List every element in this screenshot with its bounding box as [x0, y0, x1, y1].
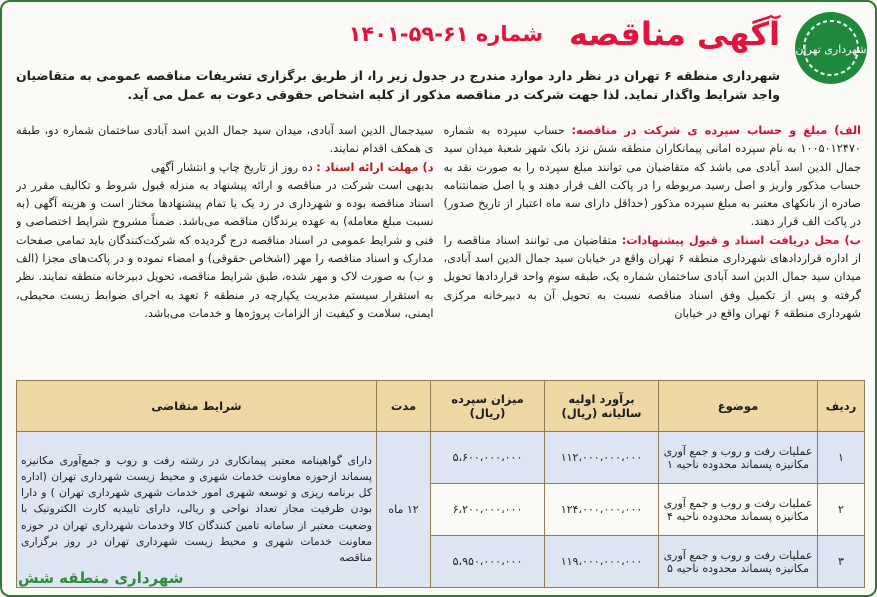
- row-deposit: ۵،۹۵۰،۰۰۰،۰۰۰: [431, 536, 545, 588]
- col-header-subject: موضوع: [659, 381, 818, 432]
- row-estimate: ۱۲۴،۰۰۰،۰۰۰،۰۰۰: [545, 484, 659, 536]
- section-c-lead: سیدجمال الدین اسد آبادی، میدان سید جمال الدین اسد آبادی ساختمان شماره دو، طبقه ی همکف اقدام نمایند.: [16, 124, 434, 156]
- logo-text: شهرداری تهران: [795, 43, 867, 56]
- notice-title: آگهی مناقصه: [569, 15, 780, 53]
- row-subject: عملیات رفت و روب و جمع آوری مکانیزه پسماند محدوده ناحیه ۵: [659, 536, 818, 588]
- tender-table: [16, 380, 865, 588]
- conditions-cell: دارای گواهینامه معتبر پیمانکاری در رشته رفت و روب و جمع‌آوری مکانیزه پسماند ازحوزه معاونت خدمات شهری و محیط زیست شهرداری تهران (اداره کل برنامه ریزی و توسعه شهری امور خدمات شهری شهرداری تهران ) و دارا بودن ظرفیت مجاز تعداد نواحی و ریالی، دارای تاییدیه کارت الکترونیک با وضعیت معتبر از سامانه تامین کنندگان کالا وخدمات شهرداری تهران در حوزه معاونت خدمات شهری و محیط زیست شهرداری تهران در روز برگزاری مناقصه: [17, 432, 377, 588]
- municipality-logo: [795, 12, 867, 84]
- logo-emblem-icon: [795, 12, 867, 84]
- col-header-deposit: میزان سپرده (ریال): [431, 381, 545, 432]
- notice-number: شماره ۶۱-۵۹-۱۴۰۱: [348, 22, 543, 46]
- row-subject: عملیات رفت و روب و جمع آوری مکانیزه پسماند محدوده ناحیه ۱: [659, 432, 818, 484]
- row-number: ۱: [818, 432, 865, 484]
- section-d-text: بدیهی است شرکت در مناقصه و ارائه پیشنهاد به منزله قبول شروط و تکالیف مقرر در اسناد مناقصه بوده و شهرداری در رد یک یا تمام پیشنهادها مختار است و هزینه آگهی (به نسبت مبلغ معامله) به عهده برندگان مناقصه می‌باشد. ضمناً مشروح شرایط اختصاصی و فنی و شرایط عمومی در اسناد مناقصه درج گردیده که شرکت‌کنندگان باید تمامی صفحات مدارک و اسناد مناقصه را مهر (اشخاص حقوقی) و امضاء نموده و در پاکت‌های مجزا (الف و ب) به صورت لاک و مهر شده، طبق شرایط مناقصه، تحویل دبیرخانه منطقه نمایند. نظر به استقرار سیستم مدیریت یکپارچه در منطقه ۶ تعهد به اجرای ضوابط زیست محیطی، ایمنی، سلامت و کیفیت از الزامات پروژه‌ها و خدمات می‌باشد.: [16, 178, 434, 320]
- row-subject: عملیات رفت و روب و جمع آوری مکانیزه پسماند محدوده ناحیه ۴: [659, 484, 818, 536]
- title-row: [42, 10, 780, 58]
- table-row: [17, 432, 865, 484]
- row-deposit: ۵،۶۰۰،۰۰۰،۰۰۰: [431, 432, 545, 484]
- section-a-text: حساب سپرده به شماره ۱۰۰۵۰۱۲۴۷۰ به نام سپرده امانی پیمانکاران منطقه شش نزد بانک شهر شعبهٔ میدان سید جمال الدین اسد آبادی می باشد که متقاضیان می توانند مبلغ سپرده را به صورت نقد به حساب مذکور واریز و اصل رسید مربوطه را در پاکت الف قرار دهند و یا اصل ضمانتنامه صادره از بانکهای معتبر به مبلغ سپرده مذکور (حداقل دارای سه ماه اعتبار از تاریخ صدور) در پاکت الف قرار دهند.: [443, 124, 861, 229]
- col-header-duration: مدت: [377, 381, 431, 432]
- row-number: ۲: [818, 484, 865, 536]
- row-estimate: ۱۱۹،۰۰۰،۰۰۰،۰۰۰: [545, 536, 659, 588]
- section-d-heading: د) مهلت ارائه اسناد :: [316, 160, 434, 174]
- table-header-row: [17, 381, 865, 432]
- col-header-estimate: برآورد اولیه سالیانه (ریال): [545, 381, 659, 432]
- duration-cell: ۱۲ ماه: [377, 432, 431, 588]
- section-a-heading: الف) مبلغ و حساب سپرده ی شرکت در مناقصه:: [571, 124, 861, 137]
- left-column: [16, 122, 434, 374]
- row-number: ۳: [818, 536, 865, 588]
- section-d-heading-rest: ده روز از تاریخ چاپ و انتشار آگهی: [150, 160, 317, 174]
- section-b-text: متقاضیان می توانند اسناد مناقصه را از اداره قراردادهای شهرداری منطقه ۶ تهران واقع در خیابان سید جمال الدین اسد آبادی، میدان سید جمال الدین اسد آبادی ساختمان شماره یک، طبقه سوم واحد قراردادها تحویل گرفته و پس از تکمیل وفق اسناد مناقصه نسبت به تحویل آن به دبیرخانه مرکزی شهرداری منطقه ۶ تهران واقع در خیابان: [443, 233, 861, 320]
- footer-signature: شهرداری منطقه شش: [18, 569, 184, 587]
- section-b-heading: ب) محل دریافت اسناد و قبول پیشنهادات:: [621, 233, 861, 247]
- row-estimate: ۱۱۲،۰۰۰،۰۰۰،۰۰۰: [545, 432, 659, 484]
- row-deposit: ۶،۲۰۰،۰۰۰،۰۰۰: [431, 484, 545, 536]
- col-header-row-number: ردیف: [818, 381, 865, 432]
- body-columns: [16, 122, 861, 374]
- intro-paragraph: شهرداری منطقه ۶ تهران در نظر دارد موارد مندرج در جدول زیر را، از طریق برگزاری تشریفات مناقصه عمومی به متقاضیان واجد شرایط واگذار نماید. لذا جهت شرکت در مناقصه مذکور از کلیه اشخاص حقوقی دعوت به عمل می آید.: [16, 68, 780, 102]
- right-column: [444, 122, 862, 374]
- col-header-conditions: شرایط متقاضی: [17, 381, 377, 432]
